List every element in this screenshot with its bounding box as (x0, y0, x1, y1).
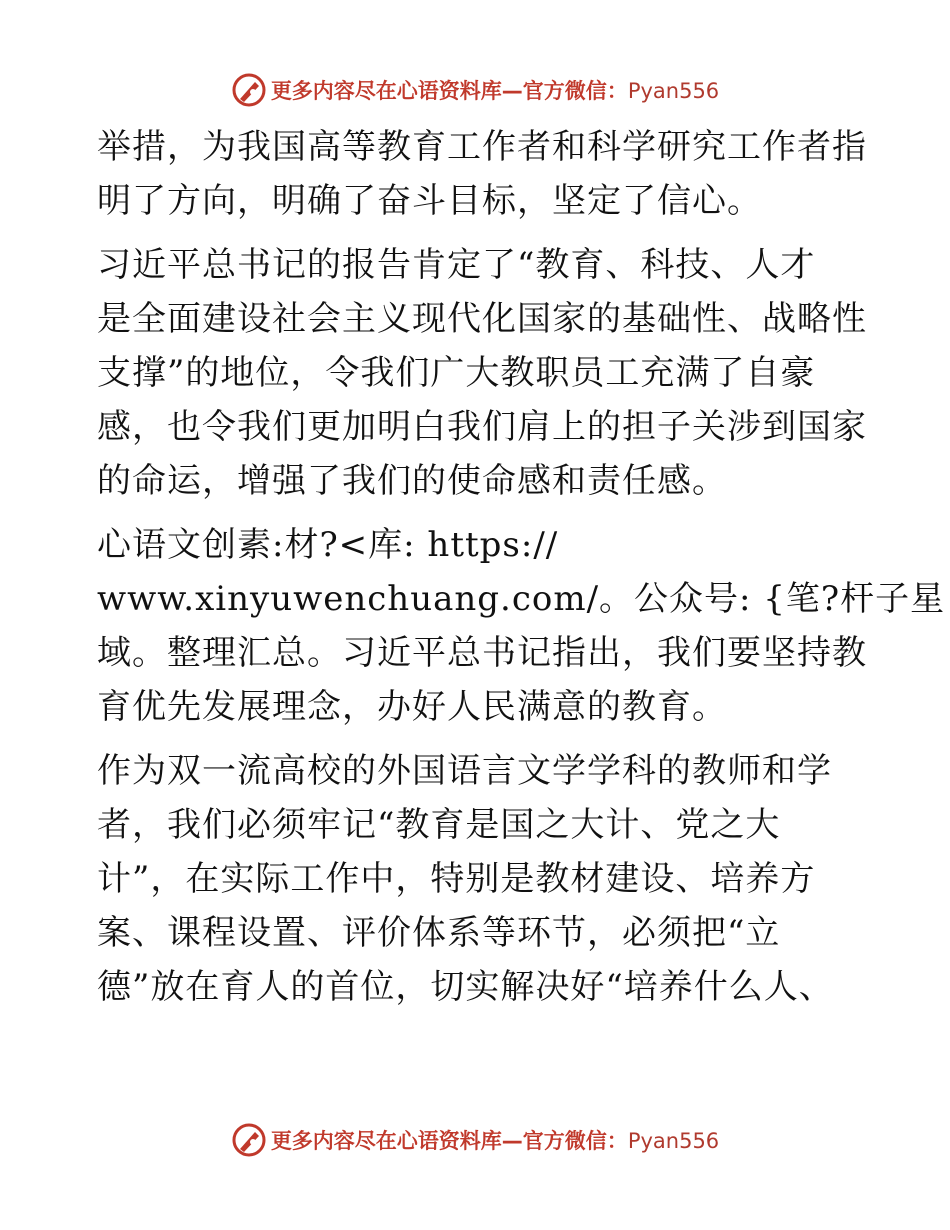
paragraph-3 (97, 518, 946, 734)
pen-logo-icon (231, 72, 267, 108)
text-line: 心语文创素:材?<库: https:// (97, 525, 559, 565)
text-line: www.xinyuwenchuang.com/。公众号: {笔?杆子星 (97, 579, 946, 619)
text-line: 的命运，增强了我们的使命感和责任感。 (97, 461, 727, 501)
document-body (97, 120, 946, 1014)
text-line: 支撑”的地位，令我们广大教职员工充满了自豪 (97, 353, 816, 393)
text-line: 习近平总书记的报告肯定了“教育、科技、人才 (97, 245, 816, 285)
text-line: 者，我们必须牢记“教育是国之大计、党之大 (97, 805, 781, 845)
text-line: 是全面建设社会主义现代化国家的基础性、战略性 (97, 299, 867, 339)
text-line: 作为双一流高校的外国语言文学学科的教师和学 (97, 751, 832, 791)
text-line: 案、课程设置、评价体系等环节，必须把“立 (97, 913, 781, 953)
paragraph-2 (97, 238, 867, 508)
banner-text: 更多内容尽在心语资料库—官方微信：Pyan556 (270, 79, 720, 103)
banner-text: 更多内容尽在心语资料库—官方微信：Pyan556 (270, 1129, 720, 1153)
text-line: 域。整理汇总。习近平总书记指出，我们要坚持教 (97, 633, 867, 673)
banner-wechat-id: Pyan556 (627, 1129, 720, 1153)
text-line: 计”，在实际工作中，特别是教材建设、培养方 (97, 859, 816, 899)
text-line: 育优先发展理念，办好人民满意的教育。 (97, 687, 727, 727)
paragraph-1 (97, 120, 867, 228)
text-line: 德”放在育人的首位，切实解决好“培养什么人、 (97, 967, 834, 1007)
header-banner (0, 70, 950, 110)
paragraph-4 (97, 744, 857, 1014)
text-line: 举措，为我国高等教育工作者和科学研究工作者指 (97, 127, 867, 167)
text-line: 感，也令我们更加明白我们肩上的担子关涉到国家 (97, 407, 867, 447)
text-line: 明了方向，明确了奋斗目标，坚定了信心。 (97, 181, 762, 221)
banner-wechat-id: Pyan556 (627, 79, 720, 103)
pen-logo-icon (231, 1122, 267, 1158)
footer-banner (0, 1120, 950, 1160)
